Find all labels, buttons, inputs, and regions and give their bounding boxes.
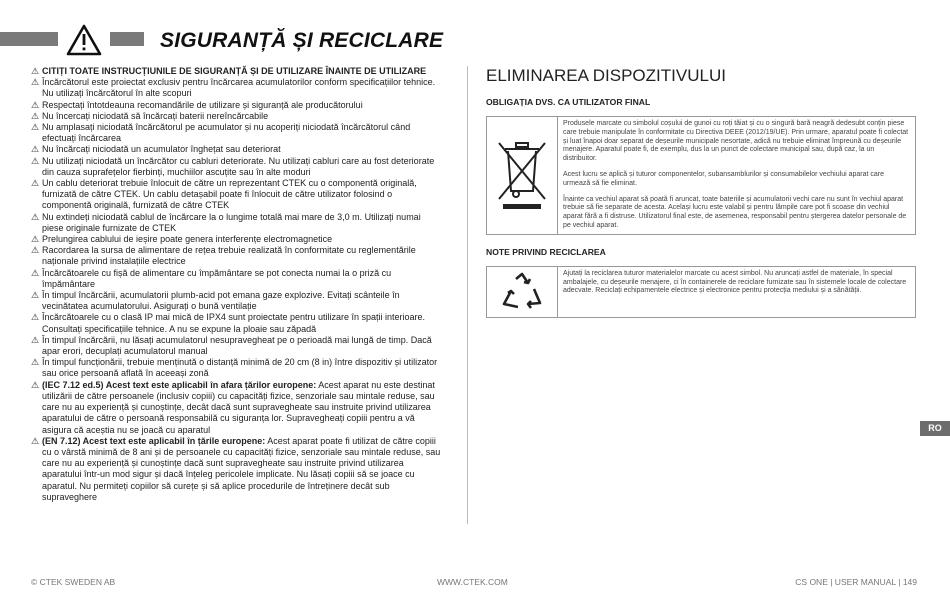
safety-item — [31, 156, 441, 178]
warning-triangle-icon — [66, 24, 102, 56]
safety-item-text: Nu utilizați niciodată un încărcător cu cabluri deteriorate. Nu utilizați cabluri care au fost deteriorate din cauza suprafețelor fierbinți, muchiilor ascuțite sau în alte moduri — [42, 155, 435, 177]
warning-bullet-icon: ⚠ — [31, 312, 40, 323]
footer-website: WWW.CTEK.COM — [437, 577, 508, 587]
safety-item — [31, 380, 441, 436]
safety-item-bold: (IEC 7.12 ed.5) Acest text este aplicabil în afara țărilor europene: — [42, 379, 317, 390]
recycle-icon — [500, 271, 544, 313]
recycle-icon-cell — [487, 267, 558, 317]
safety-item-bold: CITIȚI TOATE INSTRUCȚIUNILE DE SIGURANȚĂ ȘI DE UTILIZARE ÎNAINTE DE UTILIZARE — [42, 66, 427, 76]
safety-item-text: Acest aparat nu este destinat utilizării de către persoanele (inclusiv copiii) cu capacități fizice, senzoriale sau mintale reduse, sau care nu au experiență și cunoștințe, decât dacă sunt supravegheate sau instruite privind utilizarea aparatului de către o persoană responsabilă cu siguranța lor. Supravegheați copiii pentru a vă asigura că aceștia nu se joacă cu aparatul — [42, 379, 435, 435]
safety-item — [31, 335, 441, 357]
warning-bullet-icon: ⚠ — [31, 144, 40, 155]
safety-item — [31, 245, 441, 267]
safety-item-text: Încărcătorul este proiectat exclusiv pentru încărcarea acumulatorilor conform specificațiilor tehnice. Nu utilizați încărcătorul în alte scopuri — [42, 77, 436, 99]
recycling-box — [486, 266, 916, 318]
safety-item-text: Nu încărcați niciodată un acumulator înghețat sau deteriorat — [42, 144, 281, 155]
weee-icon-cell — [487, 117, 558, 234]
warning-bullet-icon: ⚠ — [31, 66, 40, 76]
safety-item — [31, 100, 441, 111]
safety-item-text: Prelungirea cablului de ieșire poate genera interferențe electromagnetice — [42, 234, 333, 245]
warning-bullet-icon: ⚠ — [31, 267, 40, 278]
safety-item-text: Respectați întotdeauna recomandările de utilizare și siguranță ale producătorului — [42, 99, 363, 110]
safety-item — [31, 122, 441, 144]
safety-item — [31, 77, 441, 99]
warning-bullet-icon: ⚠ — [31, 379, 40, 390]
warning-bullet-icon: ⚠ — [31, 357, 40, 368]
warning-bullet-icon: ⚠ — [31, 334, 40, 345]
recycling-text: Ajutați la reciclarea tuturor materialelor marcate cu acest simbol. Nu aruncați astfel de materiale, în special ambalajele, cu deșeurile menajere, ci în containerele de reciclare furnizate sau în sistemele locale de colectare adecvate. Reciclați echipamentele electrice și electronice pentru protecția mediului și a sănătății. — [563, 269, 907, 295]
safety-item — [31, 111, 441, 122]
warning-bullet-icon: ⚠ — [31, 122, 40, 133]
safety-item-text: Acest aparat poate fi utilizat de către copiii cu o vârstă minimă de 8 ani și de persoanele cu capacități fizice, senzoriale sau mintale reduse, sau care nu au experiență și cunoștințe dacă sunt supravegheate sau instruite privind utilizarea aparatului într-un mod sigur și dacă înțeleg pericolele implicate. Nu lăsați copiii să se joace cu aparatul. Nu permiteți copiilor să curețe și să aplice procedurile de întreținere decât sub supraveghere — [42, 435, 441, 502]
footer-copyright: © CTEK SWEDEN AB — [31, 577, 116, 587]
safety-item — [31, 290, 441, 312]
obligation-paragraph: Înainte ca vechiul aparat să poată fi aruncat, toate bateriile și acumulatorii vechi care nu sunt în vechiul aparat trebuie să fie separate de acesta. Același lucru este valabil și pentru lămpile care pot fi scoase din vechiul aparat fără a fi distruse. Utilizatorul final este, de asemenea, responsabil pentru ștergerea datelor personale de pe vechiul aparat. — [563, 195, 907, 229]
recycling-heading: NOTE PRIVIND RECICLAREA — [486, 246, 606, 257]
warning-bullet-icon: ⚠ — [31, 435, 40, 446]
header-bar-right — [110, 32, 144, 46]
obligation-heading: OBLIGAȚIA DVS. CA UTILIZATOR FINAL — [486, 97, 651, 107]
safety-list — [31, 66, 441, 503]
footer-page-info: CS ONE | USER MANUAL | 149 — [795, 577, 917, 587]
safety-item — [31, 312, 441, 334]
safety-item — [31, 212, 441, 234]
page-title: SIGURANȚĂ ȘI RECICLARE — [160, 29, 444, 52]
safety-item-bold: (EN 7.12) Acest text este aplicabil în țările europene: — [42, 435, 266, 446]
safety-item-text: Nu extindeți niciodată cablul de încărcare la o lungime totală mai mare de 3,0 m. Utilizați numai piese originale furnizate de CTEK — [42, 211, 421, 233]
warning-bullet-icon: ⚠ — [31, 211, 40, 222]
weee-box — [486, 116, 916, 235]
safety-item — [31, 144, 441, 155]
safety-item-text: În timpul încărcării, acumulatorii plumb-acid pot emana gaze explozive. Evitați scânteile în vecinătatea acumulatorului. Asigurați o bună ventilație — [42, 290, 400, 312]
safety-item-text: În timpul funcționării, trebuie menținută o distanță minimă de 20 cm (8 in) între dispozitiv și utilizator sau orice persoană aflată în aceeași zonă — [42, 357, 438, 379]
safety-item-text: Racordarea la sursa de alimentare de rețea trebuie realizată în conformitate cu reglementările naționale privind instalațiile electrice — [42, 245, 416, 267]
disposal-title: ELIMINAREA DISPOZITIVULUI — [486, 66, 726, 85]
crossed-bin-icon — [495, 138, 549, 212]
warning-bullet-icon: ⚠ — [31, 155, 40, 166]
safety-item — [31, 436, 441, 503]
safety-item — [31, 357, 441, 379]
safety-item-text: Nu încercați niciodată să încărcați baterii nereîncărcabile — [42, 110, 269, 121]
obligation-paragraph: Produsele marcate cu simbolul coșului de gunoi cu roți tăiat și cu o singură bară neagră dedesubt conțin piese care trebuie manipulate în conformitate cu Directiva DEEE (2012/19/UE). Prin urmare, aparatul poate fi colectat și luat înapoi doar separat de deșeurile municipale nesortate, adică nu trebuie eliminat împreună cu deșeurile menajere. Aparatul poate fi, de exemplu, dus la un punct de colectare municipal sau, după caz, la un distribuitor. — [563, 120, 909, 163]
warning-bullet-icon: ⚠ — [31, 110, 40, 121]
column-divider — [467, 66, 468, 524]
language-tab: RO — [920, 421, 950, 436]
warning-bullet-icon: ⚠ — [31, 290, 40, 301]
warning-bullet-icon: ⚠ — [31, 234, 40, 245]
safety-item-text: Un cablu deteriorat trebuie înlocuit de către un reprezentant CTEK cu o componentă originală, furnizată de către CTEK. Un cablu detașabil poate fi înlocuit de către utilizator folosind o componentă originală, furnizată de către CTEK — [42, 178, 417, 211]
header-bar-left — [0, 32, 58, 46]
safety-item-text: Nu amplasați niciodată încărcătorul pe acumulator și nu acoperiți niciodată încărcătorul când efectuați încărcarea — [42, 122, 411, 144]
safety-item-text: Încărcătoarele cu fișă de alimentare cu împământare se pot conecta numai la o priză cu împământare — [42, 267, 392, 289]
warning-bullet-icon: ⚠ — [31, 99, 40, 110]
safety-item — [31, 234, 441, 245]
obligation-text — [558, 117, 915, 234]
obligation-paragraph: Acest lucru se aplică și tuturor componentelor, subansamblurilor și consumabilelor vechiului aparat care urmează să fie eliminat. — [563, 170, 884, 187]
disposal-section — [486, 66, 916, 330]
warning-bullet-icon: ⚠ — [31, 77, 40, 88]
warning-bullet-icon: ⚠ — [31, 245, 40, 256]
warning-bullet-icon: ⚠ — [31, 178, 40, 189]
safety-item — [31, 66, 441, 77]
safety-item-text: În timpul încărcării, nu lăsați acumulatorul nesupravegheat pe o perioadă mai lungă de timp. Dacă apar erori, decuplați acumulatorul manual — [42, 334, 432, 357]
safety-item — [31, 178, 441, 212]
safety-item-text: Încărcătoarele cu o clasă IP mai mică de IPX4 sunt proiectate pentru utilizare în spații interioare. Consultați specificațiile tehnice. A nu se expune la ploaie sau zăpadă — [42, 312, 426, 334]
safety-item — [31, 268, 441, 290]
